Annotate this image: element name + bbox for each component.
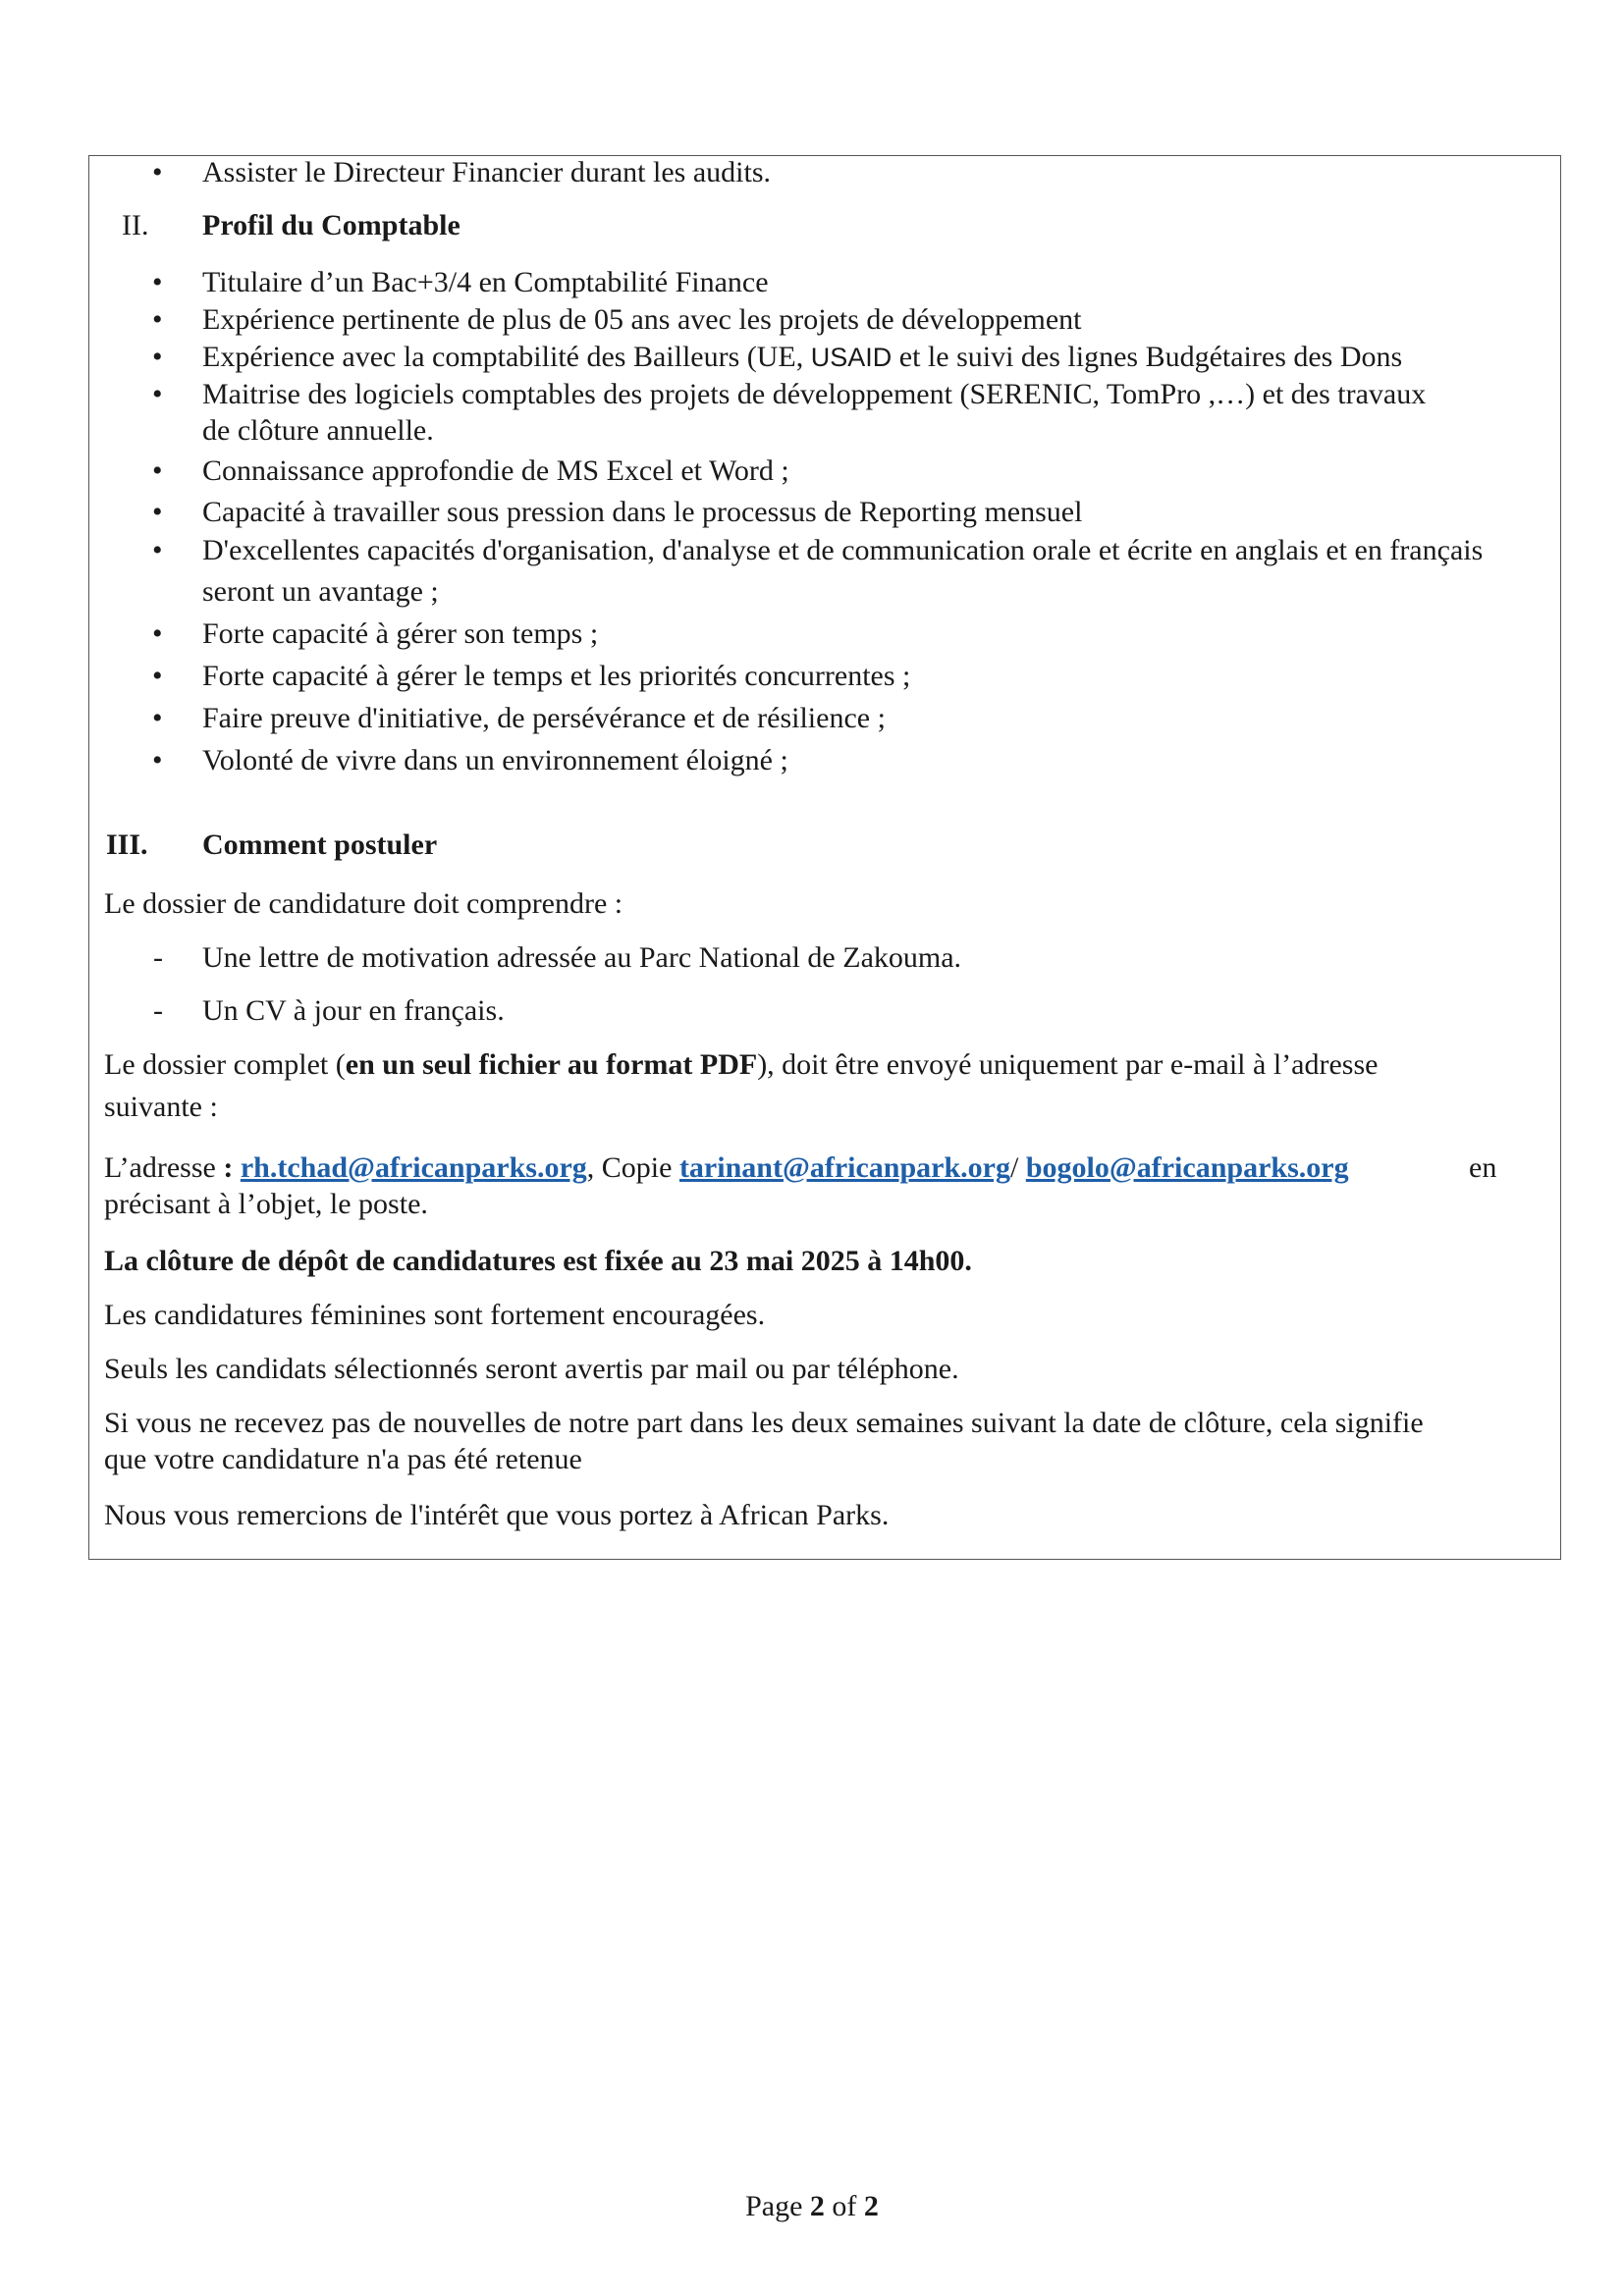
section-title: Comment postuler bbox=[202, 828, 438, 861]
bullet: • bbox=[152, 378, 163, 410]
page-word: Page bbox=[745, 2190, 803, 2222]
list-item: D'excellentes capacités d'organisation, d'analyse et de communication orale et écrite en anglais et en français bbox=[202, 534, 1484, 566]
slash: / bbox=[1009, 1151, 1019, 1184]
list-item: Forte capacité à gérer son temps ; bbox=[202, 617, 599, 650]
list-item: Connaissance approfondie de MS Excel et Word ; bbox=[202, 454, 789, 487]
bullet: • bbox=[152, 266, 163, 298]
paragraph: Le dossier de candidature doit comprendre : bbox=[104, 887, 623, 920]
dash-marker: - bbox=[153, 994, 163, 1027]
paragraph-continuation: précisant à l’objet, le poste. bbox=[104, 1188, 428, 1220]
bullet: • bbox=[152, 496, 163, 528]
text-fragment: L’adresse bbox=[104, 1151, 224, 1184]
email-link-tarinant[interactable]: tarinant@africanpark.org bbox=[678, 1151, 1010, 1184]
text-fragment: , Copie bbox=[586, 1151, 679, 1184]
bullet: • bbox=[152, 702, 163, 734]
section-numeral: II. bbox=[122, 209, 149, 241]
text-fragment: ), doit être envoyé uniquement par e-mail à l’adresse bbox=[757, 1048, 1379, 1081]
email-link-rh[interactable]: rh.tchad@africanparks.org bbox=[240, 1151, 587, 1184]
address-line bbox=[104, 1150, 1349, 1186]
page-footer bbox=[0, 2189, 1624, 2224]
current-page-number: 2 bbox=[809, 2190, 825, 2222]
emphasis: en un seul fichier au format PDF bbox=[345, 1048, 758, 1081]
list-item: Assister le Directeur Financier durant les audits. bbox=[202, 156, 771, 188]
list-item: Capacité à travailler sous pression dans le processus de Reporting mensuel bbox=[202, 496, 1083, 528]
text-fragment: Expérience avec la comptabilité des Bailleurs (UE, bbox=[202, 341, 811, 373]
list-item-continuation: de clôture annuelle. bbox=[202, 414, 434, 447]
text-fragment: Le dossier complet ( bbox=[104, 1048, 346, 1081]
list-item: Un CV à jour en français. bbox=[202, 994, 505, 1027]
paragraph-continuation: que votre candidature n'a pas été retenue bbox=[104, 1443, 582, 1475]
list-item-continuation: seront un avantage ; bbox=[202, 575, 439, 608]
paragraph bbox=[104, 1047, 1378, 1083]
list-item bbox=[202, 340, 1402, 375]
section-numeral: III. bbox=[106, 828, 148, 861]
list-item: Titulaire d’un Bac+3/4 en Comptabilité Finance bbox=[202, 266, 769, 298]
paragraph: Les candidatures féminines sont fortement encouragées. bbox=[104, 1299, 766, 1331]
colon: : bbox=[223, 1151, 234, 1184]
list-item: Maitrise des logiciels comptables des projets de développement (SERENIC, TomPro ,…) et des travaux bbox=[202, 378, 1427, 410]
section-title: Profil du Comptable bbox=[202, 209, 460, 241]
paragraph: Si vous ne recevez pas de nouvelles de notre part dans les deux semaines suivant la date de clôture, cela signifie bbox=[104, 1407, 1424, 1439]
list-item: Faire preuve d'initiative, de persévérance et de résilience ; bbox=[202, 702, 886, 734]
list-item: Expérience pertinente de plus de 05 ans avec les projets de développement bbox=[202, 303, 1082, 336]
paragraph-continuation: suivante : bbox=[104, 1091, 218, 1123]
email-link-bogolo[interactable]: bogolo@africanparks.org bbox=[1025, 1151, 1349, 1184]
list-item: Forte capacité à gérer le temps et les priorités concurrentes ; bbox=[202, 660, 911, 692]
paragraph: Seuls les candidats sélectionnés seront avertis par mail ou par téléphone. bbox=[104, 1353, 959, 1385]
bullet: • bbox=[152, 156, 163, 188]
bullet: • bbox=[152, 454, 163, 487]
bullet: • bbox=[152, 660, 163, 692]
closing-date: La clôture de dépôt de candidatures est fixée au 23 mai 2025 à 14h00. bbox=[104, 1245, 972, 1277]
bullet: • bbox=[152, 617, 163, 650]
of-word: of bbox=[832, 2190, 857, 2222]
paragraph: Nous vous remercions de l'intérêt que vous portez à African Parks. bbox=[104, 1499, 890, 1531]
total-pages-number: 2 bbox=[863, 2190, 879, 2222]
bullet: • bbox=[152, 744, 163, 776]
list-item: Volonté de vivre dans un environnement éloigné ; bbox=[202, 744, 788, 776]
bullet: • bbox=[152, 303, 163, 336]
text-fragment: et le suivi des lignes Budgétaires des Dons bbox=[892, 341, 1403, 373]
usaid-acronym: USAID bbox=[810, 343, 893, 372]
bullet: • bbox=[152, 341, 163, 373]
bullet: • bbox=[152, 534, 163, 566]
list-item: Une lettre de motivation adressée au Parc National de Zakouma. bbox=[202, 941, 962, 974]
dash-marker: - bbox=[153, 941, 163, 974]
text-fragment: en bbox=[1469, 1151, 1497, 1184]
